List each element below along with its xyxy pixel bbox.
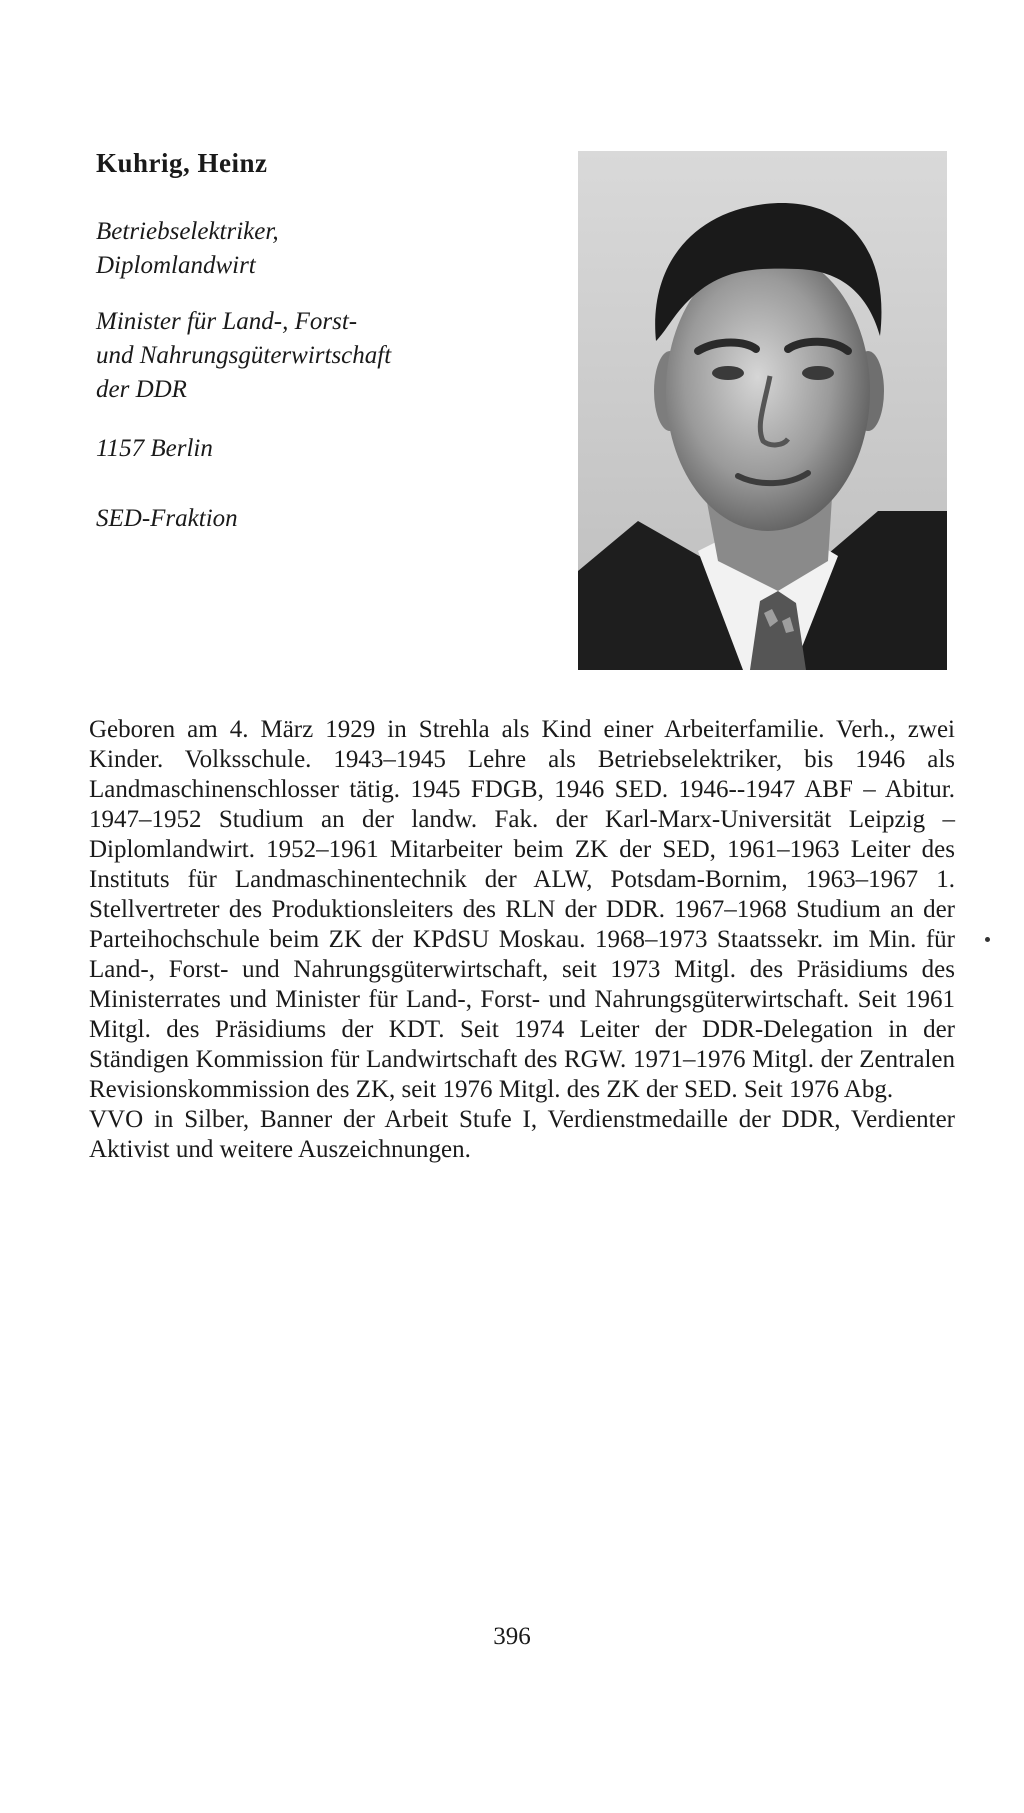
biography xyxy=(89,715,955,1165)
entry-name: Kuhrig, Heinz xyxy=(96,148,268,178)
faction: SED-Fraktion xyxy=(96,505,238,532)
city: 1157 Berlin xyxy=(96,435,213,462)
office-line: der DDR xyxy=(96,376,187,403)
biography-text: Geboren am 4. März 1929 in Strehla als Kind einer Arbeiterfamilie. Verh., zwei Kinder. Volksschule. 1943–1945 Lehre als Betriebselektriker, bis 1946 als Landmaschinenschlosser tätig. 1945 FDGB, 1946 SED. 1946--1947 ABF – Abitur. 1947–1952 Studium an der landw. Fak. der Karl-Marx-Universität Leipzig – Diplomlandwirt. 1952–1961 Mitarbeiter beim ZK der SED, 1961–1963 Leiter des Instituts für Landmaschinentechnik der ALW, Potsdam-Bornim, 1963–1967 1. Stellvertreter des Produktionsleiters des RLN der DDR. 1967–1968 Studium an der Parteihochschule beim ZK der KPdSU Moskau. 1968–1973 Staatssekr. im Min. für Land-, Forst- und Nahrungsgüterwirtschaft, seit 1973 Mitgl. des Präsidiums des Ministerrates und Minister für Land-, Forst- und Nahrungsgüterwirtschaft. Seit 1961 Mitgl. des Präsidiums der KDT. Seit 1974 Leiter der DDR-Delegation in der Ständigen Kommission für Landwirtschaft des RGW. 1971–1976 Mitgl. der Zentralen Revisionskommission des ZK, seit 1976 Mitgl. des ZK der SED. Seit 1976 Abg. xyxy=(89,716,955,1103)
office-line: Minister für Land-, Forst- xyxy=(96,308,358,335)
portrait-photo xyxy=(578,151,947,670)
office-line: und Nahrungsgüterwirtschaft xyxy=(96,342,392,369)
page-number: 396 xyxy=(493,1623,531,1650)
margin-dot xyxy=(985,937,990,942)
profession-line: Betriebselektriker, xyxy=(96,218,279,245)
profession-line: Diplomlandwirt xyxy=(96,252,256,279)
office xyxy=(96,305,391,407)
profession xyxy=(96,215,279,283)
awards-text: VVO in Silber, Banner der Arbeit Stufe I, Verdienstmedaille der DDR, Verdienter Aktivist und weitere Auszeichnungen. xyxy=(89,1106,955,1163)
portrait-illustration xyxy=(578,151,947,670)
